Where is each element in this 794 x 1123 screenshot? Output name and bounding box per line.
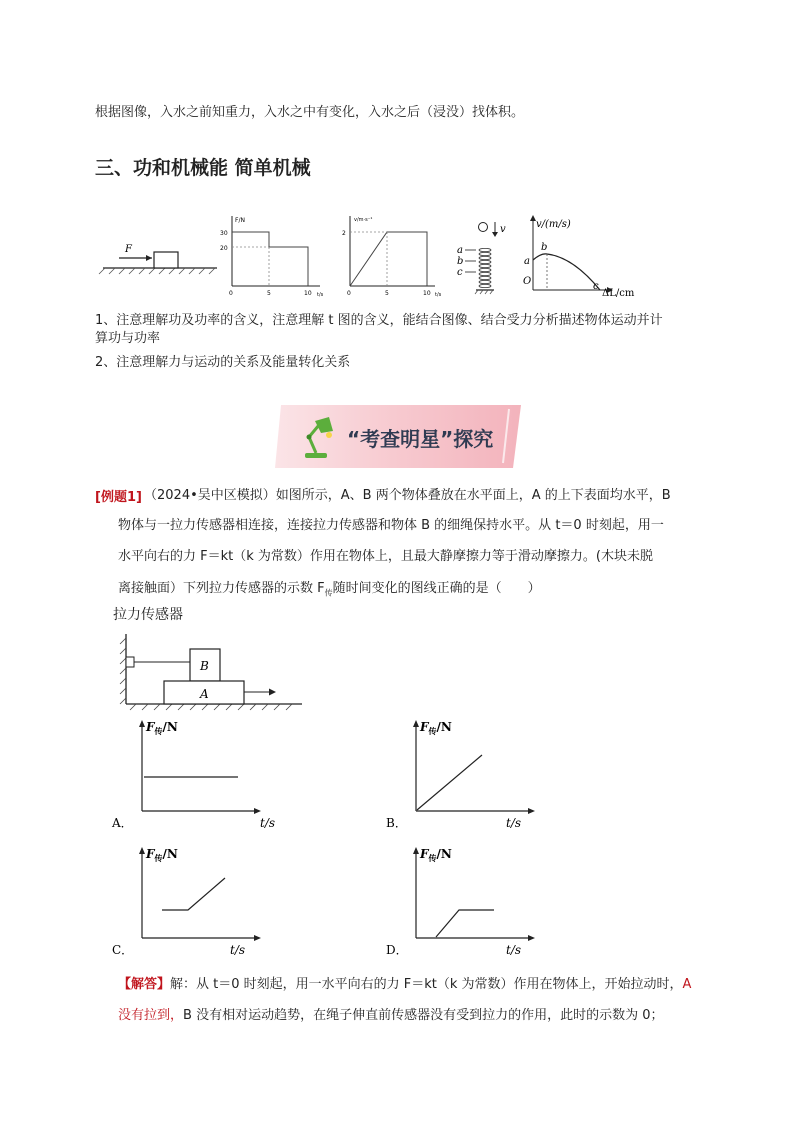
graph-ft [220,216,324,298]
option-b-ysub: 传 [428,726,437,736]
spring-mark-c: c [457,267,463,278]
intro-line: 根据图像，入水之前知重力，入水之中有变化，入水之后（浸没）找体积。 [95,105,525,120]
banner-text: “考查明星”探究 [347,427,494,451]
spring-coil [479,248,491,287]
option-d-ysub: 传 [428,853,437,863]
example-line-1: （2024•吴中区模拟）如图所示，A、B 两个物体叠放在水平面上，A 的上下表面均水平，B [144,488,671,503]
answer-line-2 [118,1006,663,1026]
option-c-ylabel: F [146,847,155,861]
option-a-letter: A． [112,816,133,830]
graph-vl [523,215,635,299]
vl-point-c: c [593,281,599,292]
option-a-graph[interactable] [112,715,276,833]
svg-text:F传/N [419,720,452,736]
vt-y-label: v/m·s⁻¹ [354,217,373,223]
sensor-box [126,657,134,667]
setup-diagram [112,624,312,716]
example-line-2: 物体与一拉力传感器相连接，连接拉力传感器和物体 B 的细绳保持水平。从 t＝0 时刻起，用一 [118,518,664,533]
vl-point-b: b [541,242,548,253]
vl-x-label: ΔL/cm [602,288,635,299]
spring-mark-a: a [457,245,463,256]
option-c-yunit: /N [162,847,178,861]
figure-strip [95,210,675,302]
push-figure [99,244,217,274]
vl-point-a: a [524,256,530,267]
option-a-xlabel: t/s [260,816,276,830]
block-a-label: A [200,687,209,701]
spring-v-label: v [500,224,506,235]
ft-y-label: F/N [235,217,245,224]
spring-mark-b: b [457,256,464,267]
push-block [154,252,178,268]
answer-text-2-red: 没有拉到， [118,1008,184,1023]
vt-xtick-0: 0 [347,290,351,297]
example-line-3: 水平向右的力 F＝kt（k 为常数）作用在物体上，且最大静摩擦力等于滑动摩擦力。(木块未脱 [118,549,653,564]
exploration-banner [273,403,523,470]
option-a-yunit: /N [162,720,178,734]
svg-text:F传/N [419,847,452,863]
vt-x-label: t/s [435,292,442,298]
svg-text:F传/N [145,847,178,863]
option-d-yunit: /N [436,847,452,861]
spring-ball [479,223,488,232]
push-force-label: F [125,244,132,255]
note-line-2: 算功与功率 [95,331,161,346]
option-c-ysub: 传 [154,853,163,863]
answer-text-2: B 没有相对运动趋势，在绳子伸直前传感器没有受到拉力的作用，此时的示数为 0； [183,1008,664,1023]
note-line-1: 1、注意理解功及功率的含义，注意理解 t 图的含义，能结合图像、结合受力分析描述物体运动并计 [95,313,663,328]
lamp-icon [299,415,339,461]
example-line-4-tail: 随时间变化的图线正确的是（ ） [332,581,541,596]
ft-xtick-10: 10 [304,290,312,297]
example-line-4-main: 离接触面）下列拉力传感器的示数 F [118,581,325,596]
vt-xtick-10: 10 [423,290,431,297]
graph-vt [342,216,442,298]
ft-ytick-20: 20 [220,245,228,252]
option-d-ylabel: F [420,847,429,861]
option-a-ylabel: F [146,720,155,734]
example-tag: [例题1] [95,490,142,505]
vl-origin: O [523,276,532,287]
option-d-curve [436,910,494,937]
option-b-letter: B． [386,816,407,830]
vt-xtick-5: 5 [385,290,389,297]
option-c-xlabel: t/s [230,943,246,957]
option-b-curve [417,755,482,810]
option-b-graph[interactable] [386,715,546,833]
section-heading: 三、功和机械能 简单机械 [95,157,311,179]
option-c-curve [162,878,225,910]
example-line-4 [118,579,541,604]
option-a-ysub: 传 [154,726,163,736]
answer-line-1 [118,975,691,995]
option-d-graph[interactable] [386,842,546,960]
spring-figure [457,222,506,294]
answer-tag: 【解答】 [118,977,171,992]
option-b-xlabel: t/s [506,816,522,830]
option-b-yunit: /N [436,720,452,734]
option-b-ylabel: F [420,720,429,734]
answer-text-1-red: A [682,977,692,992]
ft-x-label: t/s [317,292,324,298]
ft-ytick-30: 30 [220,230,228,237]
svg-text:F传/N [145,720,178,736]
vt-ytick-2: 2 [342,230,346,237]
ft-xtick-0: 0 [229,290,233,297]
ft-xtick-5: 5 [267,290,271,297]
vl-y-label: v/(m/s) [536,219,571,230]
option-d-xlabel: t/s [506,943,522,957]
option-d-letter: D． [386,943,408,957]
option-c-letter: C． [112,943,134,957]
note-line-3: 2、注意理解力与运动的关系及能量转化关系 [95,355,351,370]
sensor-label: 拉力传感器 [113,607,183,623]
example-sub-chuan: 传 [324,588,333,598]
answer-text-1: 解：从 t＝0 时刻起，用一水平向右的力 F＝kt（k 为常数）作用在物体上，开始拉动时， [170,977,683,992]
option-c-graph[interactable] [112,842,272,960]
block-b-label: B [200,659,209,673]
